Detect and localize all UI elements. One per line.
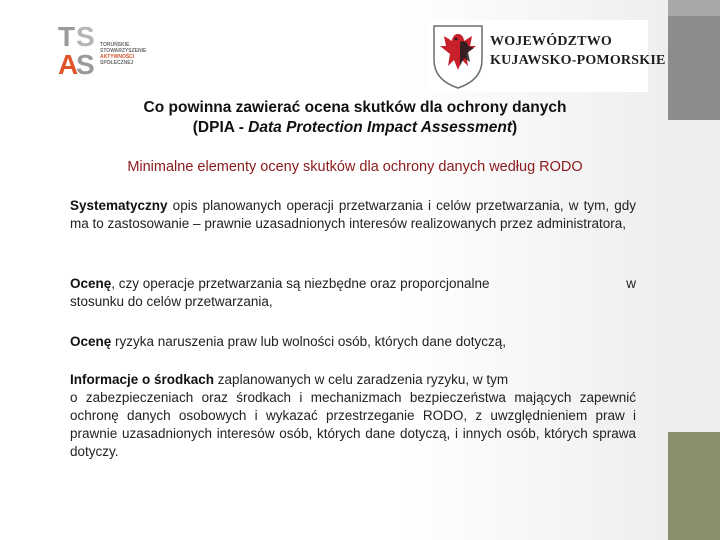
item-lead: Systematyczny [70, 198, 168, 213]
svg-text:S: S [76, 22, 95, 52]
item-first-line [70, 275, 636, 293]
item-lead: Informacje o środkach [70, 372, 215, 387]
subtitle: Minimalne elementy oceny skutków dla ochrony danych według RODO [127, 159, 583, 175]
item-first-line [70, 371, 636, 389]
region-line: KUJAWSKO-POMORSKIE [490, 53, 666, 68]
list-item [70, 275, 636, 311]
tsas-line: AKTYWNOŚCI [100, 54, 135, 60]
tsas-letters-icon [58, 22, 104, 80]
item-text-second: o zabezpieczeniach oraz środkach i mechanizmach bezpieczeństwa mających zapewnić ochronę danych osobowych i wykazać przestrzeganie RODO, z uwzględnieniem praw i prawnie uzasadnionych interesów osób, których dane dotyczą, i innych osób, których sprawa dotyczy. [70, 390, 636, 459]
item-text: opis planowanych operacji przetwarzania i celów przetwarzania, w tym, gdy ma to zastosowanie – prawnie uzasadnionych interesów realizowanych przez administratora, [70, 198, 636, 231]
tsas-line: SPOŁECZNEJ [100, 60, 134, 66]
title-line-2 [70, 118, 640, 138]
item-text-w: w [626, 276, 636, 291]
tsas-line: TORUŃSKIE [100, 42, 130, 48]
tsas-wordmark [100, 42, 160, 66]
region-wordmark [490, 32, 666, 70]
item-lead: Ocenę [70, 276, 112, 291]
coat-of-arms-icon [430, 22, 486, 90]
region-line: WOJEWÓDZTWO [490, 34, 612, 49]
item-text-second: stosunku do celów przetwarzania, [70, 294, 273, 309]
page-title [70, 98, 640, 138]
decor-band-top [668, 0, 720, 16]
item-text: , czy operacje przetwarzania są niezbędne oraz proporcjonalne [111, 276, 490, 291]
title-italic: Data Protection Impact Assessment [248, 119, 513, 136]
title-prefix: (DPIA - [192, 119, 249, 136]
decor-band-dark [668, 16, 720, 120]
item-first-line-text [70, 275, 490, 293]
decor-band-light [668, 120, 720, 432]
region-logo [428, 20, 666, 92]
title-suffix: ) [512, 119, 518, 136]
list-item [70, 333, 636, 351]
svg-text:A: A [58, 49, 79, 80]
svg-text:T: T [58, 22, 76, 52]
item-lead: Ocenę [70, 334, 112, 349]
list-item [70, 371, 636, 461]
tsas-line: STOWARZYSZENIE [100, 48, 147, 54]
svg-text:S: S [76, 49, 95, 80]
list-item [70, 197, 636, 233]
title-line-1: Co powinna zawierać ocena skutków dla ochrony danych [143, 99, 567, 116]
decor-band-olive [668, 432, 720, 540]
item-text: zaplanowanych w celu zaradzenia ryzyku, w tym [214, 372, 509, 387]
item-text: ryzyka naruszenia praw lub wolności osób, których dane dotyczą, [111, 334, 506, 349]
